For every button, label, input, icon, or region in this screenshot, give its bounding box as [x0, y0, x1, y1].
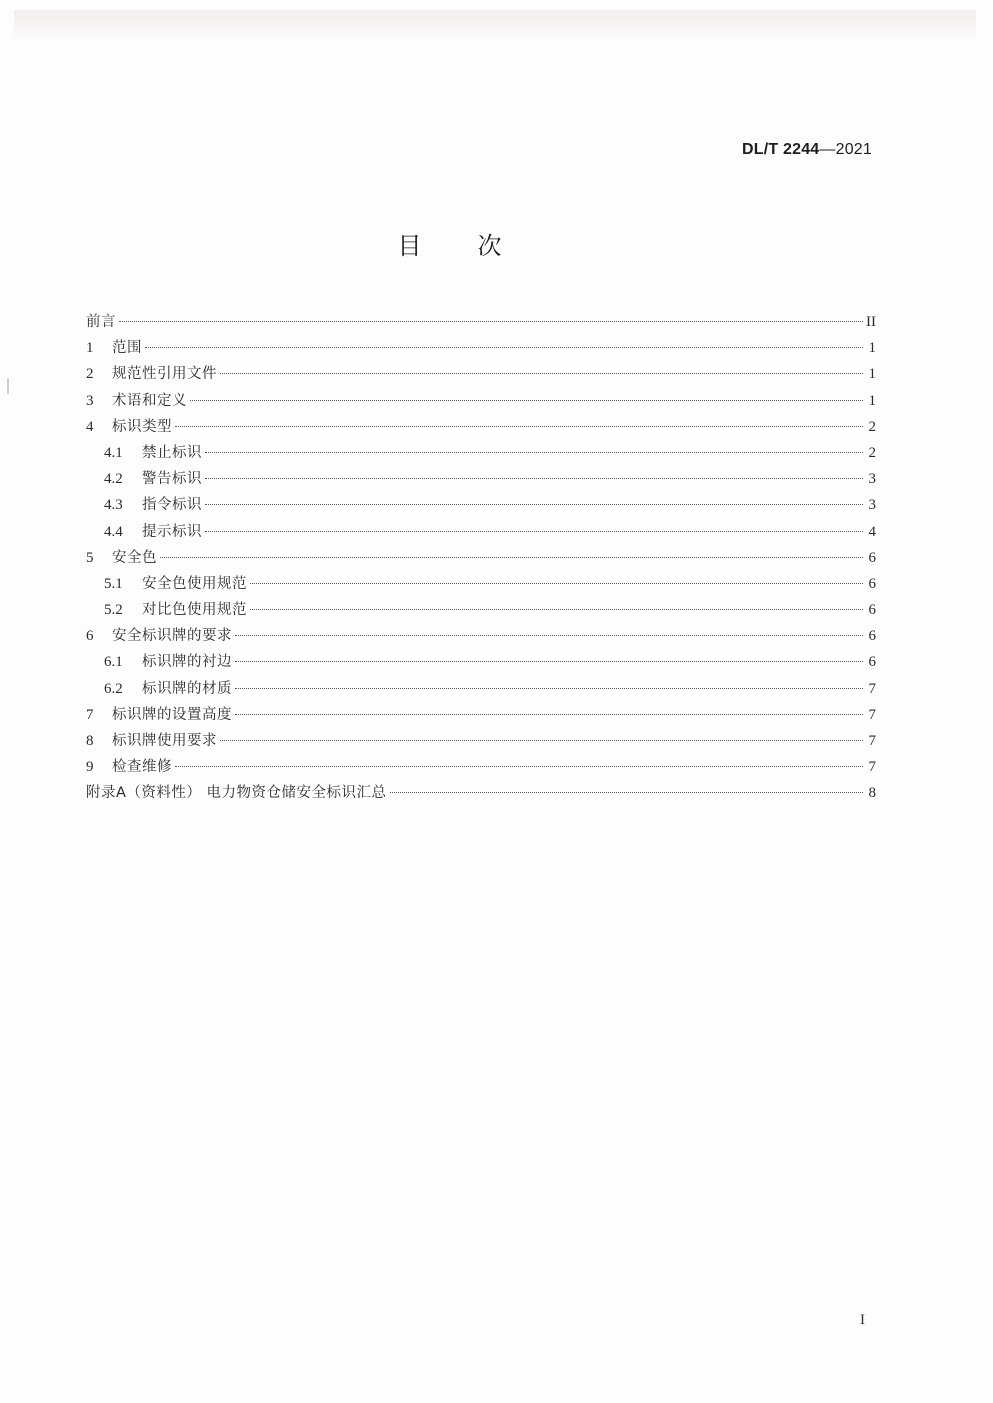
toc-entry-title: 安全色使用规范: [142, 575, 247, 592]
toc-entry[interactable]: [86, 493, 876, 519]
toc-leader-dots: [390, 792, 863, 793]
toc-entry-page: 6: [868, 654, 876, 671]
toc-entry[interactable]: [86, 781, 876, 807]
toc-entry-title: 附录A（资料性） 电力物资仓储安全标识汇总: [86, 785, 387, 802]
toc-entry-title: 标识牌的设置高度: [112, 706, 232, 723]
standard-code: [742, 141, 872, 159]
toc-entry-page: 6: [868, 575, 876, 592]
toc-leader-dots: [175, 426, 863, 427]
toc-leader-dots: [235, 688, 863, 689]
toc-entry-page: 6: [868, 628, 876, 645]
toc-entry-title: 前言: [86, 314, 116, 330]
toc-entry-number: 8: [86, 733, 94, 749]
toc-entry-title: 安全标识牌的要求: [112, 628, 232, 645]
toc-entry-page: II: [866, 314, 876, 330]
toc-entry[interactable]: [86, 415, 876, 441]
toc-entry-number: 7: [86, 706, 94, 723]
toc-entry-number: 5: [86, 549, 94, 566]
toc-entry-page: 3: [868, 497, 876, 514]
toc-entry-title: 对比色使用规范: [142, 602, 247, 619]
toc-entry-number: 4.1: [104, 444, 123, 461]
toc-entry-number: 6.1: [104, 654, 123, 671]
toc-entry-page: 7: [868, 706, 876, 723]
toc-entry[interactable]: [86, 677, 876, 703]
toc-entry-page: 1: [868, 340, 876, 357]
toc-entry-page: 7: [868, 733, 876, 749]
toc-entry-number: 6: [86, 628, 94, 645]
scan-margin-mark: [7, 378, 9, 394]
toc-leader-dots: [205, 531, 863, 532]
toc-entry[interactable]: [86, 650, 876, 676]
toc-entry-number: 6.2: [104, 680, 123, 697]
toc-entry-page: 6: [868, 602, 876, 619]
toc-leader-dots: [205, 452, 863, 453]
toc-entry-number: 4: [86, 418, 94, 435]
toc-entry-number: 2: [86, 366, 94, 383]
toc-entry-title: 规范性引用文件: [112, 366, 217, 383]
toc-entry[interactable]: [86, 624, 876, 650]
toc-entry[interactable]: [86, 598, 876, 624]
toc-entry-page: 3: [868, 471, 876, 488]
toc-entry[interactable]: [86, 572, 876, 598]
toc-entry[interactable]: [86, 362, 876, 388]
toc-entry-number: 1: [86, 340, 94, 357]
toc-entry-title: 安全色: [112, 549, 157, 566]
page-number: I: [860, 1312, 865, 1328]
toc-leader-dots: [250, 609, 863, 610]
toc-leader-dots: [145, 347, 863, 348]
toc-leader-dots: [205, 504, 863, 505]
toc-entry-title: 标识牌使用要求: [112, 733, 217, 749]
toc-leader-dots: [160, 557, 863, 558]
toc-entry[interactable]: [86, 467, 876, 493]
toc-entry-number: 4.2: [104, 471, 123, 488]
toc-entry[interactable]: [86, 310, 876, 336]
toc-entry[interactable]: [86, 389, 876, 415]
toc-entry-title: 检查维修: [112, 759, 172, 776]
toc-entry-page: 2: [868, 418, 876, 435]
scan-top-edge: [14, 10, 976, 40]
toc-leader-dots: [235, 661, 863, 662]
toc-leader-dots: [235, 635, 863, 636]
toc-leader-dots: [220, 373, 863, 374]
toc-entry-page: 8: [868, 785, 876, 802]
toc-entry-number: 4.4: [104, 523, 123, 540]
toc-entry-title: 提示标识: [142, 523, 202, 540]
toc-leader-dots: [250, 583, 863, 584]
standard-code-year: —2021: [819, 141, 872, 158]
toc-entry-title: 标识牌的材质: [142, 680, 232, 697]
toc-entry-title: 标识牌的衬边: [142, 654, 232, 671]
toc-entry-page: 7: [868, 759, 876, 776]
toc-entry[interactable]: [86, 755, 876, 781]
toc-entry-page: 4: [868, 523, 876, 540]
toc-entry[interactable]: [86, 703, 876, 729]
toc-leader-dots: [190, 400, 863, 401]
toc-entry-number: 5.1: [104, 575, 123, 592]
toc-entry-page: 6: [868, 549, 876, 566]
toc-entry-title: 指令标识: [142, 497, 202, 514]
toc-entry-page: 1: [868, 366, 876, 383]
toc-entry-page: 2: [868, 444, 876, 461]
toc-entry-number: 4.3: [104, 497, 123, 514]
toc-entry-number: 9: [86, 759, 94, 776]
standard-code-number: DL/T 2244: [742, 141, 820, 158]
toc-entry[interactable]: [86, 336, 876, 362]
toc-leader-dots: [175, 766, 863, 767]
toc-entry-title: 禁止标识: [142, 444, 202, 461]
toc-entry[interactable]: [86, 546, 876, 572]
toc-leader-dots: [220, 740, 863, 741]
table-of-contents: [86, 310, 876, 808]
toc-entry-number: 3: [86, 392, 94, 409]
toc-entry[interactable]: [86, 441, 876, 467]
toc-leader-dots: [119, 321, 863, 322]
toc-entry-title: 术语和定义: [112, 392, 187, 409]
toc-entry-title: 警告标识: [142, 471, 202, 488]
toc-leader-dots: [205, 478, 863, 479]
toc-entry[interactable]: [86, 520, 876, 546]
toc-entry-title: 范围: [112, 340, 142, 357]
toc-entry-page: 7: [868, 680, 876, 697]
toc-leader-dots: [235, 714, 863, 715]
toc-entry-title: 标识类型: [112, 418, 172, 435]
toc-entry-number: 5.2: [104, 602, 123, 619]
toc-entry[interactable]: [86, 729, 876, 755]
toc-title: 目次: [397, 232, 558, 260]
toc-entry-page: 1: [868, 392, 876, 409]
